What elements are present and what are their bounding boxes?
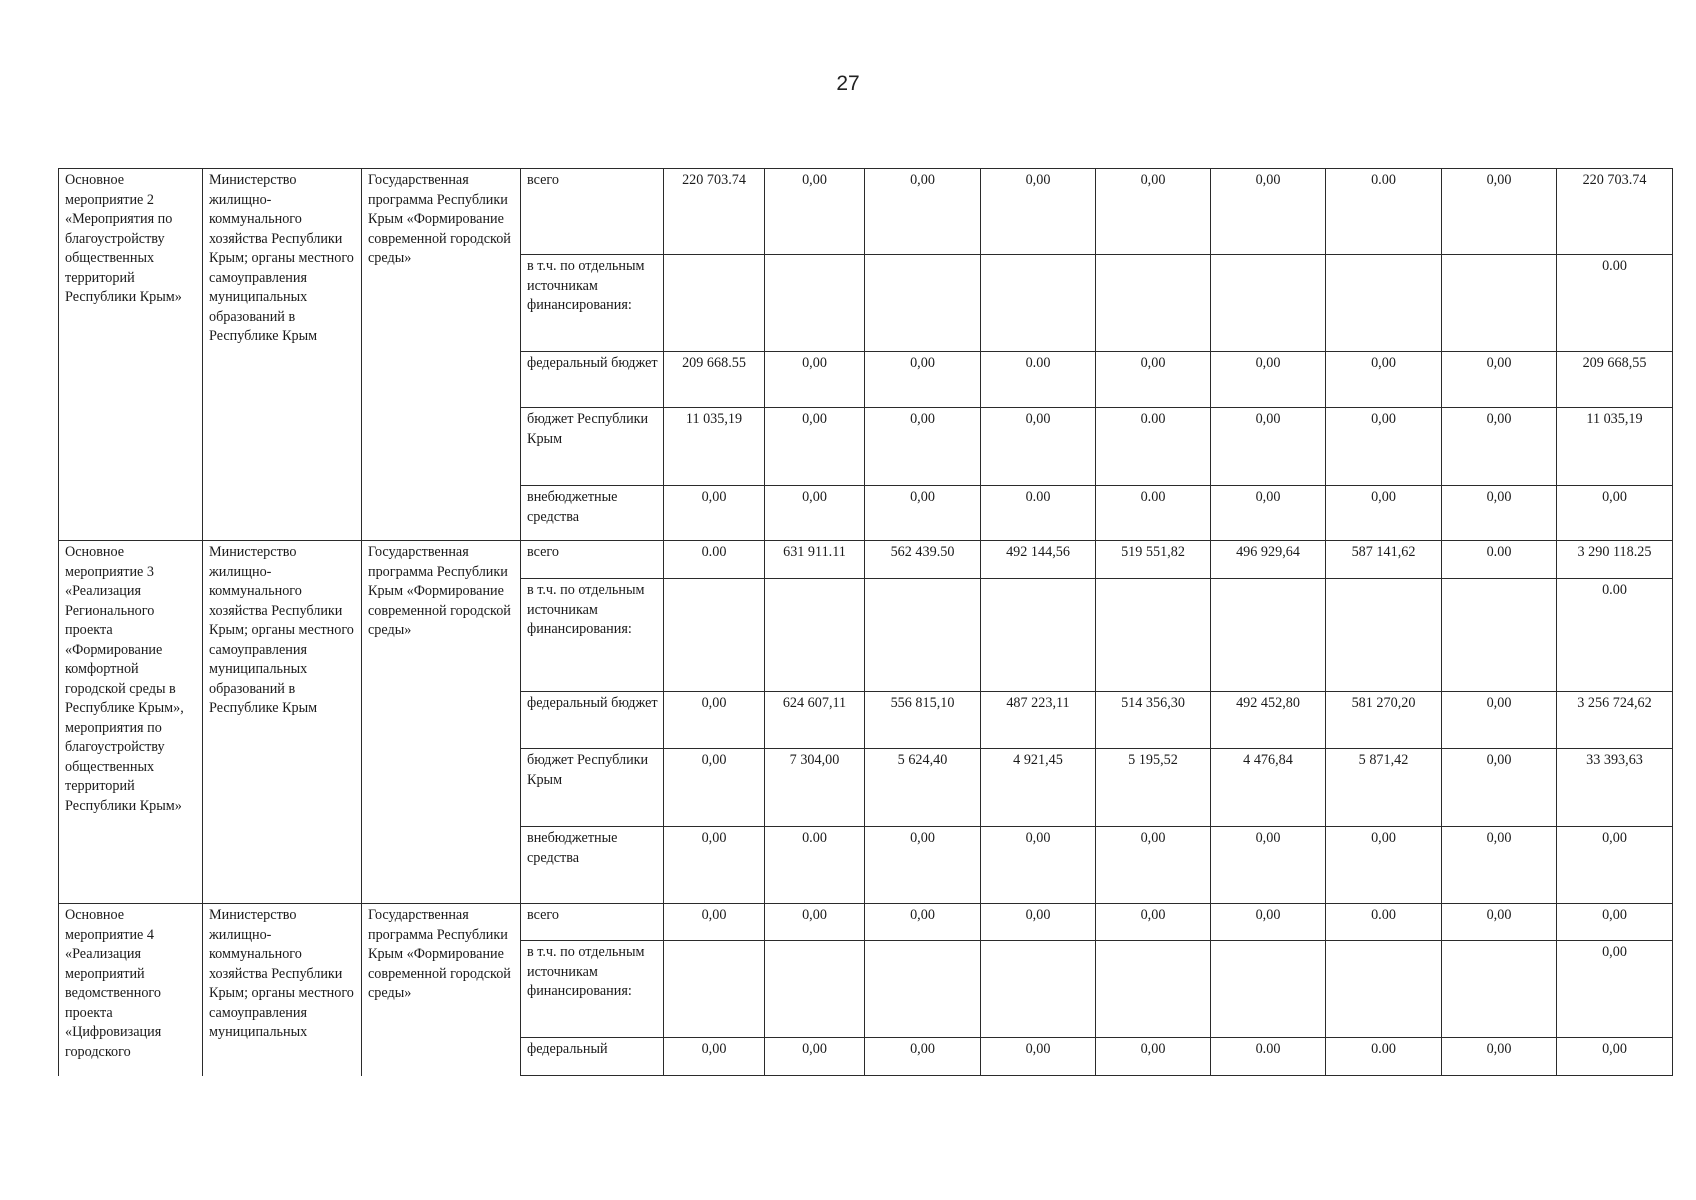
year-value-cell: 0,00 [865,169,981,255]
year-value-cell: 0,00 [1211,408,1326,486]
year-value-cell [1442,941,1557,1038]
year-value-cell: 0,00 [664,827,765,904]
year-value-cell [765,255,865,352]
measure-executor: Министерство жилищно-коммунального хозяйства Республики Крым; органы местного самоуправления муниципальных образований в Республике Крым [203,169,362,541]
measure-program: Государственная программа Республики Крым «Формирование современной городской среды» [362,169,521,541]
year-value-cell: 0.00 [1096,486,1211,541]
measure-program: Государственная программа Республики Крым «Формирование современной городской среды» [362,904,521,1076]
year-value-cell: 0,00 [1096,827,1211,904]
year-value-cell: 514 356,30 [1096,692,1211,749]
year-value-cell [981,579,1096,692]
year-value-cell: 0,00 [1442,692,1557,749]
year-value-cell: 0,00 [1096,1038,1211,1076]
year-value-cell: 0.00 [1211,1038,1326,1076]
year-value-cell: 0,00 [1442,904,1557,941]
year-value-cell: 5 871,42 [1326,749,1442,827]
table-row [59,169,1673,255]
year-value-cell: 0,00 [865,352,981,408]
year-value-cell: 631 911.11 [765,541,865,579]
year-value-cell: 0,00 [1326,486,1442,541]
measure-name: Основное мероприятие 3 «Реализация Регионального проекта «Формирование комфортной городской среды в Республике Крым», мероприятия по благоустройству общественных территорий Республики Крым» [59,541,203,904]
year-value-cell: 0,00 [1096,904,1211,941]
year-value-cell: 0,00 [981,1038,1096,1076]
total-value-cell: 209 668,55 [1557,352,1673,408]
funding-source: федеральный бюджет [521,352,664,408]
year-value-cell: 0,00 [1211,827,1326,904]
table-row [59,541,1673,579]
year-value-cell: 0,00 [865,1038,981,1076]
year-value-cell: 5 195,52 [1096,749,1211,827]
total-value-cell: 0.00 [1557,255,1673,352]
measure-name: Основное мероприятие 2 «Мероприятия по благоустройству общественных территорий Республики Крым» [59,169,203,541]
measure-name: Основное мероприятие 4 «Реализация мероприятий ведомственного проекта «Цифровизация городского [59,904,203,1076]
year-value-cell: 0,00 [1096,352,1211,408]
year-value-cell: 0,00 [981,827,1096,904]
year-value-cell [981,941,1096,1038]
funding-source: внебюджетные средства [521,827,664,904]
year-value-cell: 0,00 [1442,352,1557,408]
year-value-cell: 0,00 [865,904,981,941]
year-value-cell: 0,00 [981,169,1096,255]
year-value-cell: 0,00 [1096,169,1211,255]
funding-source: всего [521,169,664,255]
year-value-cell: 519 551,82 [1096,541,1211,579]
year-value-cell: 0,00 [865,408,981,486]
year-value-cell [1096,255,1211,352]
total-value-cell: 3 256 724,62 [1557,692,1673,749]
measure-executor: Министерство жилищно-коммунального хозяйства Республики Крым; органы местного самоуправления муниципальных [203,904,362,1076]
year-value-cell: 5 624,40 [865,749,981,827]
year-value-cell [1442,255,1557,352]
year-value-cell: 0.00 [664,541,765,579]
total-value-cell: 33 393,63 [1557,749,1673,827]
year-value-cell [1442,579,1557,692]
year-value-cell: 556 815,10 [865,692,981,749]
year-value-cell: 0,00 [765,408,865,486]
total-value-cell: 0,00 [1557,1038,1673,1076]
year-value-cell [1326,255,1442,352]
measure-program: Государственная программа Республики Крым «Формирование современной городской среды» [362,541,521,904]
year-value-cell: 624 607,11 [765,692,865,749]
year-value-cell [664,579,765,692]
year-value-cell: 0.00 [981,486,1096,541]
year-value-cell: 562 439.50 [865,541,981,579]
year-value-cell [1211,579,1326,692]
page-number: 27 [836,72,860,95]
year-value-cell [1096,941,1211,1038]
year-value-cell: 581 270,20 [1326,692,1442,749]
total-value-cell: 0,00 [1557,904,1673,941]
year-value-cell: 0,00 [664,1038,765,1076]
year-value-cell [981,255,1096,352]
total-value-cell: 0,00 [1557,827,1673,904]
year-value-cell: 0.00 [981,352,1096,408]
year-value-cell: 0,00 [1442,486,1557,541]
funding-source: в т.ч. по отдельным источникам финансирования: [521,579,664,692]
year-value-cell [1211,941,1326,1038]
year-value-cell: 4 476,84 [1211,749,1326,827]
year-value-cell: 0,00 [1442,749,1557,827]
year-value-cell: 0,00 [765,904,865,941]
year-value-cell: 0.00 [1326,1038,1442,1076]
year-value-cell [1096,579,1211,692]
year-value-cell [1211,255,1326,352]
year-value-cell: 587 141,62 [1326,541,1442,579]
year-value-cell: 0,00 [1442,169,1557,255]
year-value-cell: 0,00 [664,692,765,749]
year-value-cell: 492 144,56 [981,541,1096,579]
year-value-cell [865,255,981,352]
year-value-cell [765,941,865,1038]
year-value-cell: 0,00 [765,169,865,255]
year-value-cell: 0,00 [865,827,981,904]
total-value-cell: 3 290 118.25 [1557,541,1673,579]
table-row [59,904,1673,941]
funding-source: федеральный бюджет [521,692,664,749]
financing-table [58,168,1673,1076]
year-value-cell [865,579,981,692]
year-value-cell: 4 921,45 [981,749,1096,827]
total-value-cell: 0.00 [1557,579,1673,692]
total-value-cell: 0,00 [1557,941,1673,1038]
year-value-cell: 0,00 [1442,408,1557,486]
year-value-cell: 11 035,19 [664,408,765,486]
year-value-cell: 0,00 [765,1038,865,1076]
year-value-cell: 0,00 [1326,827,1442,904]
year-value-cell: 0,00 [981,904,1096,941]
year-value-cell [664,255,765,352]
year-value-cell [1326,579,1442,692]
year-value-cell: 0,00 [981,408,1096,486]
year-value-cell: 0,00 [664,904,765,941]
funding-source: бюджет Республики Крым [521,749,664,827]
year-value-cell [664,941,765,1038]
year-value-cell: 0,00 [1326,352,1442,408]
total-value-cell: 11 035,19 [1557,408,1673,486]
funding-source: в т.ч. по отдельным источникам финансирования: [521,941,664,1038]
year-value-cell [765,579,865,692]
year-value-cell: 209 668.55 [664,352,765,408]
year-value-cell: 0,00 [664,486,765,541]
funding-source: в т.ч. по отдельным источникам финансирования: [521,255,664,352]
year-value-cell: 0.00 [1096,408,1211,486]
year-value-cell: 0,00 [765,486,865,541]
year-value-cell: 220 703.74 [664,169,765,255]
year-value-cell: 0,00 [1211,486,1326,541]
year-value-cell: 7 304,00 [765,749,865,827]
year-value-cell: 0,00 [765,352,865,408]
funding-source: внебюджетные средства [521,486,664,541]
funding-source: всего [521,541,664,579]
year-value-cell: 487 223,11 [981,692,1096,749]
year-value-cell [865,941,981,1038]
year-value-cell: 492 452,80 [1211,692,1326,749]
year-value-cell: 0.00 [765,827,865,904]
year-value-cell: 0.00 [1442,541,1557,579]
year-value-cell: 0.00 [1326,904,1442,941]
total-value-cell: 220 703.74 [1557,169,1673,255]
year-value-cell: 0,00 [1211,904,1326,941]
year-value-cell: 0,00 [865,486,981,541]
funding-source: всего [521,904,664,941]
year-value-cell: 0,00 [1442,1038,1557,1076]
year-value-cell: 0.00 [1326,169,1442,255]
year-value-cell: 0,00 [1326,408,1442,486]
measure-executor: Министерство жилищно-коммунального хозяйства Республики Крым; органы местного самоуправления муниципальных образований в Республике Крым [203,541,362,904]
year-value-cell: 0,00 [1211,352,1326,408]
year-value-cell: 0,00 [664,749,765,827]
year-value-cell [1326,941,1442,1038]
funding-source: федеральный [521,1038,664,1076]
year-value-cell: 0,00 [1211,169,1326,255]
year-value-cell: 496 929,64 [1211,541,1326,579]
year-value-cell: 0,00 [1442,827,1557,904]
funding-source: бюджет Республики Крым [521,408,664,486]
total-value-cell: 0,00 [1557,486,1673,541]
